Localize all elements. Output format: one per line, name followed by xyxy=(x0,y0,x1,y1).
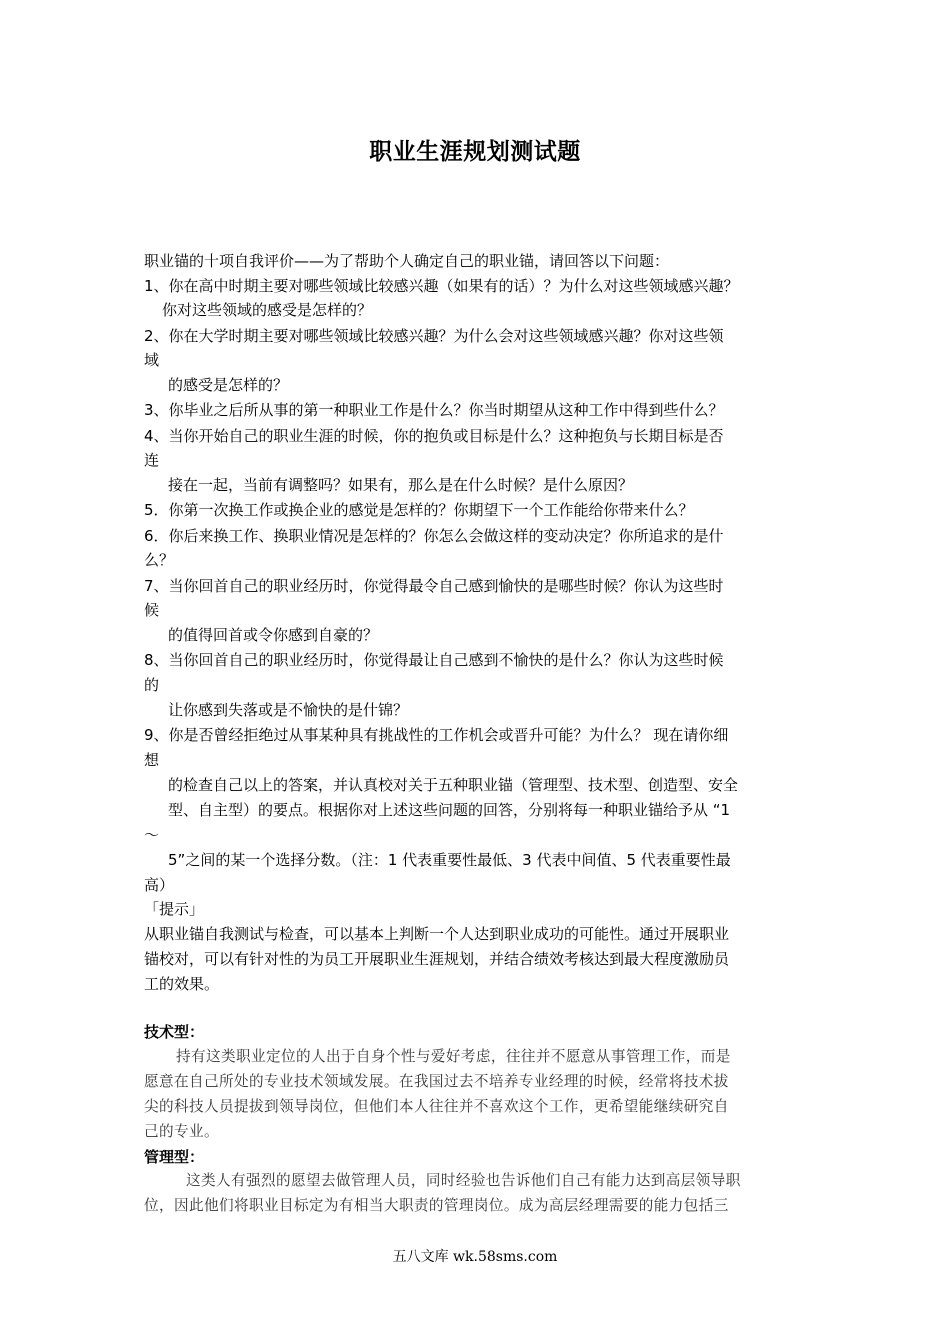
question-4-line-3: 接在一起，当前有调整吗？如果有，那么是在什么时候？是什么原因？ xyxy=(168,476,634,494)
question-7-line-1: 7、当你回首自己的职业经历时，你觉得最令自己感到愉快的是哪些时候？你认为这些时 xyxy=(144,577,724,595)
question-6-line-1: 6．你后来换工作、换职业情况是怎样的？你怎么会做这样的变动决定？你所追求的是什 xyxy=(144,527,724,545)
question-1-line-1: 1、你在高中时期主要对哪些领域比较感兴趣（如果有的话）？为什么对这些领域感兴趣？ xyxy=(144,277,739,295)
question-4-line-1: 4、当你开始自己的职业生涯的时候，你的抱负或目标是什么？这种抱负与长期目标是否 xyxy=(144,427,724,445)
question-6-line-2: 么？ xyxy=(144,551,175,569)
question-9-line-1: 9、你是否曾经拒绝过从事某种具有挑战性的工作机会或晋升可能？为什么？ 现在请你细 xyxy=(144,726,729,744)
tech-paragraph-line-4: 己的专业。 xyxy=(144,1123,219,1140)
question-7-line-2: 候 xyxy=(144,601,160,619)
question-3-line-1: 3、你毕业之后所从事的第一种职业工作是什么？你当时期望从这种工作中得到些什么？ xyxy=(144,401,724,419)
mgmt-paragraph-line-2: 位，因此他们将职业目标定为有相当大职责的管理岗位。成为高层经理需要的能力包括三 xyxy=(144,1197,729,1214)
tip-line-1: 从职业锚自我测试与检查，可以基本上判断一个人达到职业成功的可能性。通过开展职业 xyxy=(144,925,730,943)
question-9-line-7: 高） xyxy=(144,876,175,894)
question-4-line-2: 连 xyxy=(144,451,160,469)
question-2-line-1: 2、你在大学时期主要对哪些领域比较感兴趣？为什么会对这些领域感兴趣？你对这些领 xyxy=(144,327,724,345)
tech-paragraph-line-1: 持有这类职业定位的人出于自身个性与爱好考虑，往往并不愿意从事管理工作，而是 xyxy=(176,1048,731,1065)
tip-label: 「提示」 xyxy=(144,900,205,918)
intro-line: 职业锚的十项自我评价——为了帮助个人确定自己的职业锚，请回答以下问题： xyxy=(144,252,670,270)
tip-line-3: 工的效果。 xyxy=(144,975,220,993)
tech-paragraph-line-3: 尖的科技人员提拔到领导岗位，但他们本人往往并不喜欢这个工作，更希望能继续研究自 xyxy=(144,1098,729,1115)
question-9-line-6: 5”之间的某一个选择分数。（注：1 代表重要性最低、3 代表中间值、5 代表重要性最 xyxy=(168,851,731,869)
footer-watermark: 五八文库 wk.58sms.com xyxy=(392,1249,558,1265)
tip-line-2: 锚校对，可以有针对性的为员工开展职业生涯规划，并结合绩效考核达到最大程度激励员 xyxy=(144,950,730,968)
question-5-line-1: 5．你第一次换工作或换企业的感觉是怎样的？你期望下一个工作能给你带来什么？ xyxy=(144,501,694,519)
tech-heading: 技术型： xyxy=(144,1023,205,1041)
question-8-line-3: 让你感到失落或是不愉快的是什锦？ xyxy=(168,701,409,719)
mgmt-paragraph-line-1: 这类人有强烈的愿望去做管理人员，同时经验也告诉他们自己有能力达到高层领导职 xyxy=(186,1172,741,1189)
page-title: 职业生涯规划测试题 xyxy=(369,139,581,165)
tech-paragraph-line-2: 愿意在自己所处的专业技术领域发展。在我国过去不培养专业经理的时候，经常将技术拔 xyxy=(144,1073,729,1090)
mgmt-heading: 管理型： xyxy=(144,1148,205,1166)
question-1-line-2: 你对这些领域的感受是怎样的？ xyxy=(162,301,373,319)
question-2-line-3: 的感受是怎样的？ xyxy=(168,376,289,394)
question-9-line-5: ～ xyxy=(144,826,160,844)
question-8-line-1: 8、当你回首自己的职业经历时，你觉得最让自己感到不愉快的是什么？你认为这些时候 xyxy=(144,651,724,669)
question-9-line-4: 型、自主型）的要点。根据你对上述这些问题的回答，分别将每一种职业锚给予从 “1 xyxy=(168,801,731,819)
question-9-line-2: 想 xyxy=(144,751,160,769)
question-9-line-3: 的检查自己以上的答案，并认真校对关于五种职业锚（管理型、技术型、创造型、安全 xyxy=(168,776,739,794)
question-8-line-2: 的 xyxy=(144,676,160,694)
question-7-line-3: 的值得回首或令你感到自豪的？ xyxy=(168,626,379,644)
question-2-line-2: 域 xyxy=(144,351,160,369)
